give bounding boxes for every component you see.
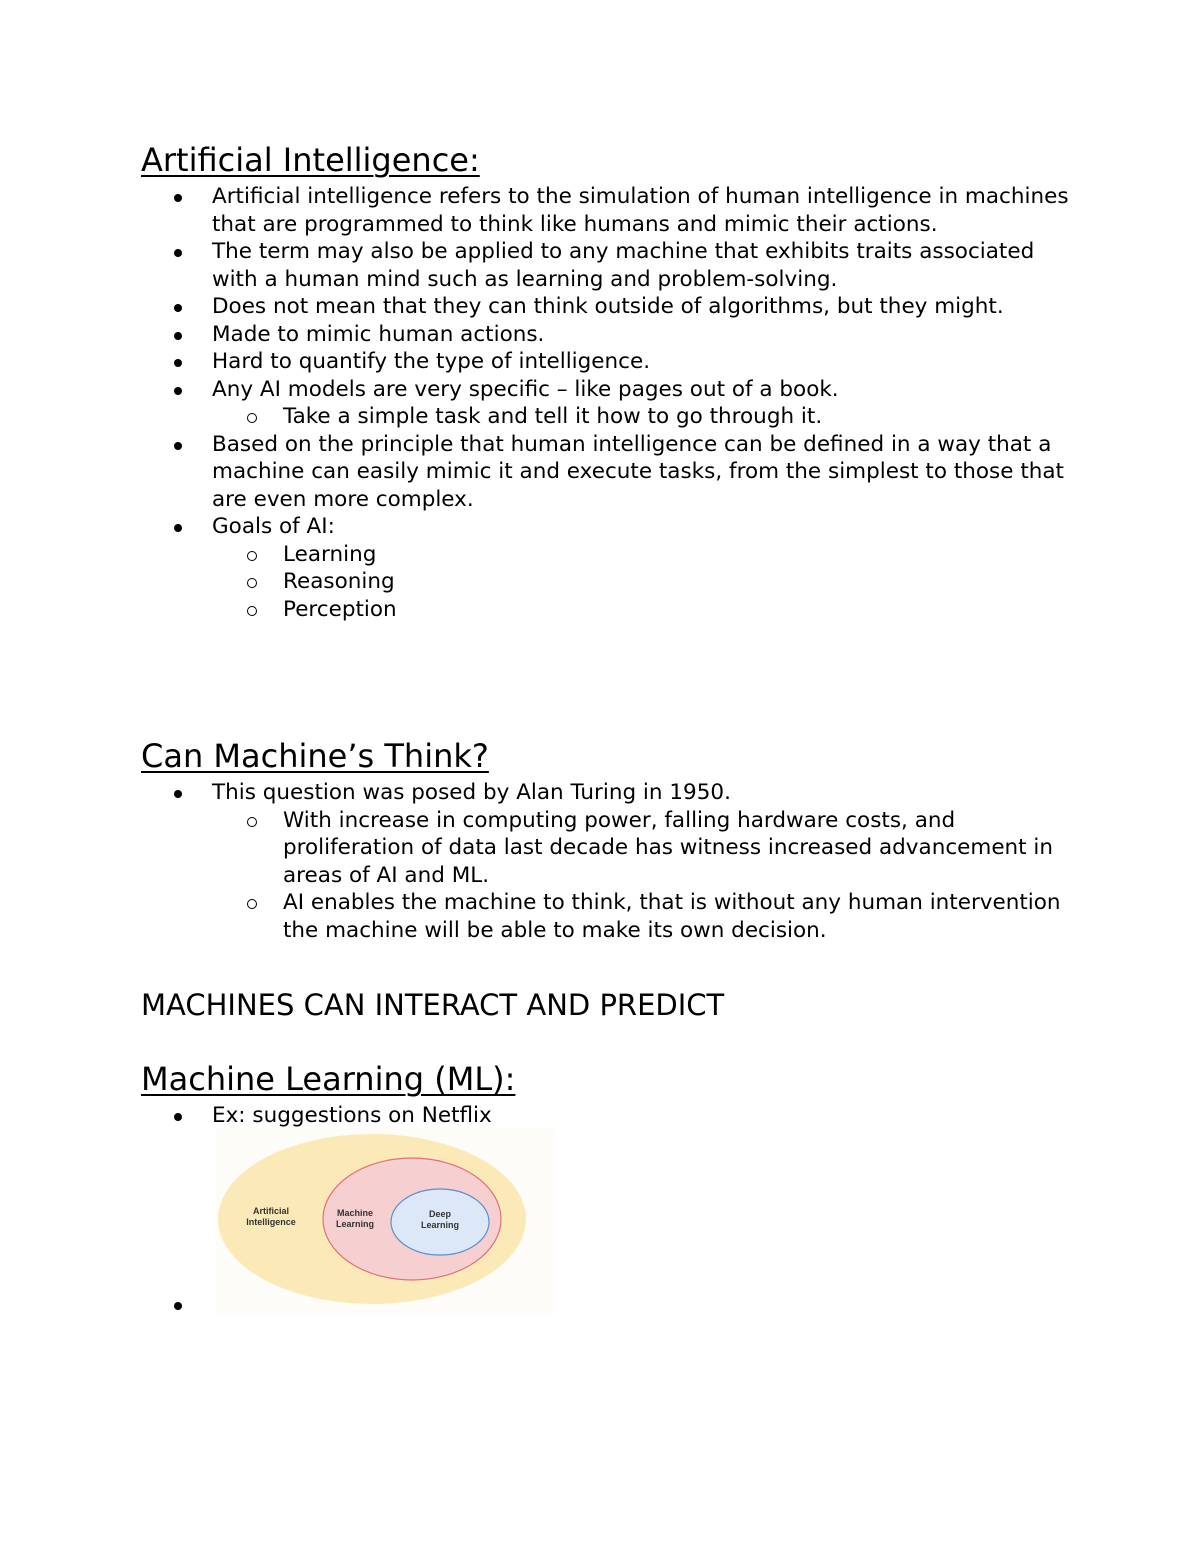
sub-list-item: With increase in computing power, falling hardware costs, and proliferation of data last decade has witness increased advancement in areas of AI and ML. — [141, 807, 1071, 890]
list-item: Hard to quantify the type of intelligence. — [141, 348, 1071, 376]
bullet-icon — [174, 387, 182, 395]
bullet-icon — [174, 249, 182, 257]
outer-label-line1: Artificial — [252, 1206, 290, 1216]
think-bullet-list — [141, 779, 1071, 944]
empty-bullet-icon — [174, 1302, 182, 1310]
heading-can-machines-think: Can Machine’s Think? — [141, 737, 489, 775]
sub-list-item: Reasoning — [141, 568, 1071, 596]
heading-machine-learning: Machine Learning (ML): — [141, 1060, 516, 1098]
bullet-icon — [174, 194, 182, 202]
heading-artificial-intelligence: Artificial Intelligence: — [141, 141, 480, 179]
outer-label-line2: Intelligence — [246, 1217, 296, 1227]
sub-list-item: Learning — [141, 541, 1071, 569]
inner-label-line1: Deep — [428, 1209, 452, 1219]
sub-list-item: Perception — [141, 596, 1071, 624]
statement-machines-interact: MACHINES CAN INTERACT AND PREDICT — [141, 988, 725, 1022]
sub-list-item: Take a simple task and tell it how to go through it. — [141, 403, 1071, 431]
sub-list-item: AI enables the machine to think, that is without any human intervention the machine will be able to make its own decision. — [141, 889, 1071, 944]
bullet-icon — [174, 332, 182, 340]
list-item: Artificial intelligence refers to the simulation of human intelligence in machines that are programmed to think like humans and mimic their actions. — [141, 183, 1071, 238]
bullet-icon — [174, 442, 182, 450]
list-item: Made to mimic human actions. — [141, 321, 1071, 349]
list-item: Goals of AI: — [141, 513, 1071, 541]
middle-label-line2: Learning — [335, 1219, 375, 1229]
circle-bullet-icon — [247, 606, 257, 616]
circle-bullet-icon — [247, 899, 257, 909]
ai-ml-dl-venn-diagram — [216, 1128, 553, 1315]
circle-bullet-icon — [247, 551, 257, 561]
list-item: Ex: suggestions on Netflix — [141, 1102, 1071, 1130]
list-item: Does not mean that they can think outside of algorithms, but they might. — [141, 293, 1071, 321]
circle-bullet-icon — [247, 413, 257, 423]
bullet-icon — [174, 524, 182, 532]
list-item: Any AI models are very specific – like pages out of a book. — [141, 376, 1071, 404]
bullet-icon — [174, 790, 182, 798]
bullet-icon — [174, 1113, 182, 1121]
inner-label-line2: Learning — [420, 1220, 460, 1230]
ai-bullet-list — [141, 183, 1071, 623]
circle-bullet-icon — [247, 578, 257, 588]
list-item: Based on the principle that human intelligence can be defined in a way that a machine can easily mimic it and execute tasks, from the simplest to those that are even more complex. — [141, 431, 1071, 514]
circle-bullet-icon — [247, 817, 257, 827]
bullet-icon — [174, 359, 182, 367]
list-item: The term may also be applied to any machine that exhibits traits associated with a human mind such as learning and problem-solving. — [141, 238, 1071, 293]
bullet-icon — [174, 304, 182, 312]
middle-label-line1: Machine — [336, 1208, 374, 1218]
list-item: This question was posed by Alan Turing in 1950. — [141, 779, 1071, 807]
ml-bullet-list — [141, 1102, 1071, 1130]
